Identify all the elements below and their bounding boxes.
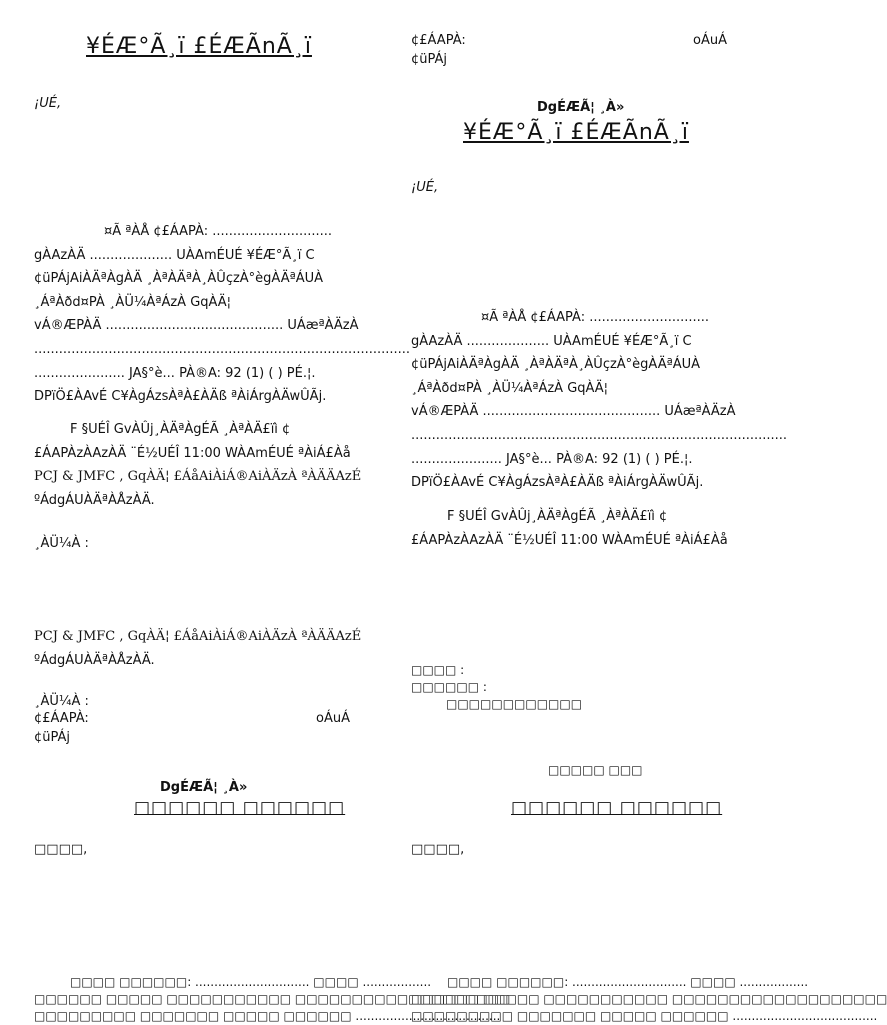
left-salutation: ¡UÉ, [34, 96, 62, 111]
right-place-label: □□□□ : [411, 663, 465, 677]
left-copy-label: DgÉÆÃ¦ ¸À» [160, 780, 248, 795]
right-copy-label: DgÉÆÃ¦ ¸À» [537, 100, 625, 115]
right-p1-line-3: ¢üPÁjAiÀÄªÀgÀÄ ¸ÀªÀÄªÀ¸ÀÛçzÀ°ègÀÄªÁUÀ [411, 357, 701, 373]
left-signature-row [34, 711, 350, 726]
right-bottom-line-1: □□□□ □□□□□□: .............................. □□□□ .................. [447, 975, 809, 989]
right-top-date-label: ¢£ÁAPÀ: [411, 33, 466, 48]
right-bottom-line-3: □□□□□□□□□ □□□□□□□ □□□□□ □□□□□□ ...................................... [411, 1009, 878, 1023]
left-bottom-block [34, 974, 511, 1025]
right-p1-line-2: gÀAzÀÄ .................... UÀAmÉUÉ ¥ÉÆ°Ã¸ï C [411, 333, 692, 349]
right-p1-line-4: ¸ÁªÀðd¤PÀ ¸ÀÜ¼ÀªÁzÀ GqÀÄ¦ [411, 380, 609, 396]
left-p1-line-7: ...................... JA§°è... PÀ®A: 92 (1) ( ) PÉ.¦. [34, 365, 316, 381]
left-p2-line-3: PCJ & JMFC , GqÀÄ¦ £ÁåAiÀiÁ®AiÀÄzÀ ªÀÄÄAzÉ [34, 469, 362, 485]
right-bottom-line-2: □□□□□□ □□□□□ □□□□□□□□□□□ □□□□□□□□□□□□□□□□□□□ [411, 992, 887, 1006]
left-salutation-2: □□□□, [34, 842, 88, 857]
left-bottom-line-2: □□□□□□ □□□□□ □□□□□□□□□□□ □□□□□□□□□□□□□□□□□□□ [34, 992, 511, 1006]
left-bottom-line-1: □□□□ □□□□□□: .............................. □□□□ .................. [70, 975, 432, 989]
left-p2-line-2: £ÁAPÀzÀAzÀÄ ¨É½UÉÎ 11:00 WÀAmÉUÉ ªÀiÁ£Àå [34, 445, 351, 461]
left-p3-line-1: PCJ & JMFC , GqÀÄ¦ £ÁåAiÀiÁ®AiÀÄzÀ ªÀÄÄAzÉ [34, 629, 362, 644]
left-p1-line-1: ¤Ã ªÀÅ ¢£ÁAPÀ: ............................. [104, 224, 333, 239]
left-place-label: ¸ÀÜ¼À : [34, 536, 89, 551]
left-notice-title: ¥ÉÆ°Ã¸ï £ÉÆÃnÃ¸ï [86, 34, 312, 59]
right-notice-title: ¥ÉÆ°Ã¸ï £ÉÆÃnÃ¸ï [463, 120, 689, 145]
left-p1-line-5: vÁ®ÆPÀÄ ........................................... UÁæªÀÄzÀ [34, 318, 359, 334]
right-salutation: ¡UÉ, [411, 180, 439, 195]
left-paragraph-1 [34, 220, 411, 409]
right-paragraph-1 [411, 306, 788, 495]
left-p1-line-4: ¸ÁªÀðd¤PÀ ¸ÀÜ¼ÀªÁzÀ GqÀÄ¦ [34, 294, 232, 310]
left-bottom-line-3: □□□□□□□□□ □□□□□□□ □□□□□ □□□□□□ ...................................... [34, 1009, 501, 1023]
right-paragraph-2 [411, 505, 754, 552]
right-top-sign-label: oÁuÁ [693, 33, 727, 48]
right-signature-line: □□□□□□□□□□□□ [446, 697, 583, 711]
right-p1-line-5: vÁ®ÆPÀÄ ........................................... UÁæªÀÄzÀ [411, 404, 736, 420]
left-place-label-2: ¸ÀÜ¼À : [34, 694, 89, 709]
right-p2-line-2: £ÁAPÀzÀAzÀÄ ¨É½UÉÎ 11:00 WÀAmÉUÉ ªÀiÁ£Àå [411, 532, 728, 548]
left-notice-title-2: □□□□□□ □□□□□□ [134, 798, 346, 818]
left-officer-label: ¢üPÁj [34, 730, 71, 745]
right-date-label: □□□□□□ : [411, 680, 487, 694]
right-p1-line-7: ...................... JA§°è... PÀ®A: 92 (1) ( ) PÉ.¦. [411, 451, 693, 467]
left-paragraph-3 [34, 625, 377, 672]
right-top-officer-label: ¢üPÁj [411, 52, 448, 67]
left-paragraph-2 [34, 418, 377, 512]
right-copy-label-2: □□□□□ □□□ [548, 763, 643, 777]
right-p2-line-1: F §UÉÎ GvÀÛj¸ÀÄªÀgÉÃ ¸ÀªÀÄ£ïì ¢ [447, 509, 668, 524]
left-p1-line-6: ........................................................................................... [34, 341, 411, 357]
right-notice-title-2: □□□□□□ □□□□□□ [511, 798, 723, 818]
left-sign-label: oÁuÁ [316, 711, 350, 726]
left-p1-line-8: DPïÖ£ÀAvÉ C¥ÀgÁzsÀªÀ£ÀÄß ªÀiÁrgÀÄwÛÃj. [34, 389, 327, 405]
right-p1-line-8: DPïÖ£ÀAvÉ C¥ÀgÁzsÀªÀ£ÀÄß ªÀiÁrgÀÄwÛÃj. [411, 475, 704, 491]
right-p1-line-6: ........................................................................................... [411, 427, 788, 443]
left-date-label: ¢£ÁAPÀ: [34, 711, 89, 726]
right-p1-line-1: ¤Ã ªÀÅ ¢£ÁAPÀ: ............................. [481, 310, 710, 325]
right-top-signature-row [411, 33, 727, 48]
left-p1-line-2: gÀAzÀÄ .................... UÀAmÉUÉ ¥ÉÆ°Ã¸ï C [34, 247, 315, 263]
left-p2-line-1: F §UÉÎ GvÀÛj¸ÀÄªÀgÉÃ ¸ÀªÀÄ£ïì ¢ [70, 422, 291, 437]
right-salutation-2: □□□□, [411, 842, 465, 857]
left-p3-line-2: ºÁdgÁUÀÄªÀÅzÀÄ. [34, 652, 155, 668]
left-p2-line-4: ºÁdgÁUÀÄªÀÅzÀÄ. [34, 492, 155, 508]
right-bottom-block [411, 974, 887, 1025]
left-p1-line-3: ¢üPÁjAiÀÄªÀgÀÄ ¸ÀªÀÄªÀ¸ÀÛçzÀ°ègÀÄªÁUÀ [34, 271, 324, 287]
